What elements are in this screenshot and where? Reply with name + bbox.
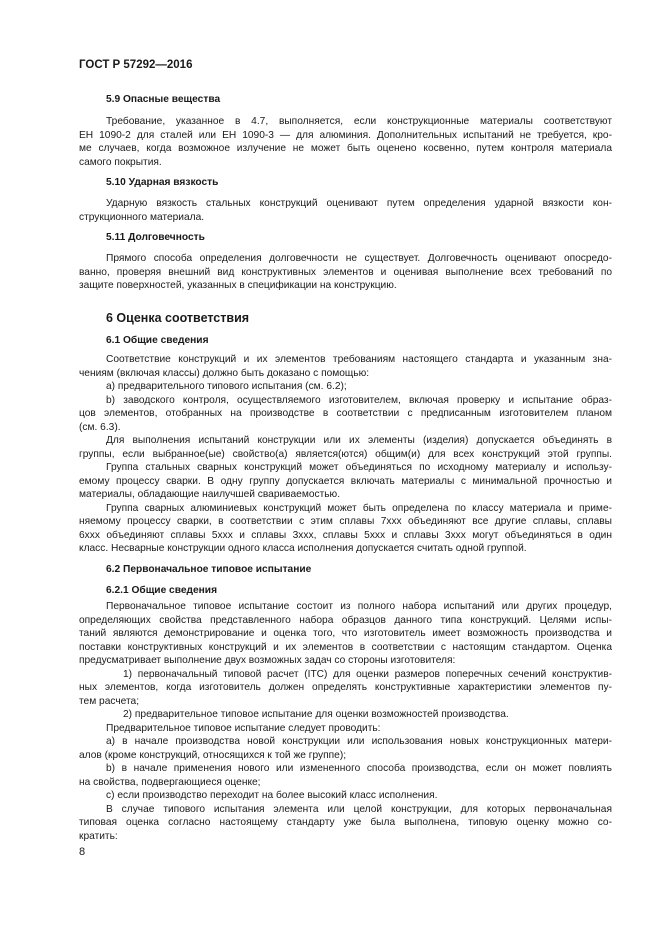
chapter-title: 6 Оценка соответствия	[106, 311, 250, 325]
section-5-11	[79, 231, 612, 245]
text-line: Соответствие конструкций и их элементов требованиям настоящего стандарта и указанным зна-	[106, 354, 612, 365]
section-title: 6.2 Первоначальное типовое испытание	[106, 564, 312, 575]
text-line: самого покрытия.	[79, 156, 162, 168]
section-title: 5.9 Опасные вещества	[106, 94, 221, 105]
page-number: 8	[79, 846, 86, 858]
section-6-2-1	[79, 584, 612, 598]
text-line: алов (кроме конструкций, относящихся к той же группе);	[79, 749, 347, 761]
text-line: предусматривает выполнение двух возможных задач со стороны изготовителя:	[79, 655, 456, 666]
text-line: цов элементов, отобранных на производстве в соответствии с предписанным изготовителем планом	[79, 408, 612, 419]
section-6-2-1-text	[79, 600, 612, 843]
list-item: b) заводского контроля, осуществляемого изготовителем, включая проверку и испытание образ-	[106, 394, 612, 406]
text-line: таний являются демонстрирование и оценка того, что изготовитель имеет возможность производства и	[79, 628, 612, 639]
section-title: 5.10 Ударная вязкость	[106, 177, 219, 188]
text-line: Прямого способа определения долговечности не существует. Долговечность оценивают опосредо-	[106, 253, 612, 264]
list-item: 2) предварительное типовое испытание для оценки возможностей производства.	[123, 709, 509, 720]
text-line: Первоначальное типовое испытание состоит из полного набора испытаний или других процедур,	[106, 601, 612, 612]
text-line: группы, если выбранное(ые) свойство(а) является(ются) общим(и) для всех конструкций этой группы.	[79, 448, 612, 460]
text-line: Требование, указанное в 4.7, выполняется, если конструкционные материалы соответствуют	[106, 116, 612, 127]
section-6-2	[79, 563, 612, 577]
text-line: кратить:	[79, 830, 118, 842]
text-line: Для выполнения испытаний конструкции или их элементы (изделия) допускается объединять в	[106, 435, 612, 446]
text-line: В случае типового испытания элемента или целой конструкции, для которых первоначальная	[106, 803, 612, 815]
text-line: материалы, обладающие наилучшей свариваемостью.	[79, 489, 341, 500]
text-line: типовая оценка согласно настоящему стандарту уже была выполнена, типовую оценку можно со-	[79, 817, 612, 828]
section-5-11-text	[79, 252, 612, 293]
text-line: ме случаев, когда возможное излучение не может быть оценено косвенно, путем контроля материала	[79, 143, 612, 154]
section-5-9-text	[79, 115, 612, 169]
section-6	[79, 311, 612, 326]
text-line: на свойства, подвергающиеся оценке;	[79, 776, 261, 788]
section-5-10	[79, 176, 612, 190]
section-6-1	[79, 334, 612, 348]
text-line: класс. Несварные конструкции одного класса исполнения допускается считать одной группой.	[79, 543, 527, 554]
text-line: тем расчета;	[79, 695, 140, 707]
text-line: ЕН 1090-2 для сталей или ЕН 1090-3 — для алюминия. Дополнительных испытаний не требуется, кро-	[79, 129, 612, 141]
text-line: 6ххх объединяют сплавы 5ххх и сплавы 3ххх, сплавы 5ххх и сплавы 3ххх могут объединяться в один	[79, 529, 612, 541]
text-line: няемому процессу сварки, в соответствии с этим сплавы 7ххх объединяют все другие сплавы, сплавы	[79, 516, 612, 527]
text-line: Ударную вязкость стальных конструкций оценивают путем определения ударной вязкости кон-	[106, 198, 612, 209]
text-line: (см. 6.3).	[79, 421, 121, 433]
text-line: поставки конструктивных конструкций и их элементов в соответствии с настоящим стандартом. Оценка	[79, 641, 612, 653]
section-title: 5.11 Долговечность	[106, 232, 205, 243]
list-item: a) в начале производства новой конструкции или использования новых конструкционных матери-	[106, 736, 612, 747]
list-item: c) если производство переходит на более высокий класс исполнения.	[106, 790, 438, 801]
section-5-10-text	[79, 197, 612, 224]
text-line: Группа стальных сварных конструкций может объединяться по исходному материалу и использу-	[106, 462, 612, 473]
document-header: ГОСТ Р 57292—2016	[79, 59, 193, 71]
text-line: чениям (включая классы) должно быть доказано с помощью:	[79, 367, 370, 379]
text-line: емому процессу сварки. В одну группу допускается включать материалы с минимальной прочностью и	[79, 475, 612, 487]
list-item: a) предварительного типового испытания (см. 6.2);	[106, 381, 347, 392]
text-line: Предварительное типовое испытание следует проводить:	[106, 722, 381, 734]
section-6-1-text	[79, 353, 612, 556]
text-line: определяющих свойства представленного набора образцов данного типа конструкций. Целями испы-	[79, 614, 612, 626]
text-line: струкционного материала.	[79, 211, 205, 223]
section-title: 6.2.1 Общие сведения	[106, 585, 218, 596]
list-item: b) в начале применения нового или измененного способа производства, если он может повлиять	[106, 763, 612, 774]
text-line: защите поверхностей, указанных в спецификации на конструкцию.	[79, 280, 397, 291]
text-line: ванно, проверяя внешний вид конструктивных элементов и оценивая выполнение всех требований по	[79, 266, 612, 278]
text-line: Группа сварных алюминиевых конструкций может быть определена по классу материала и приме-	[106, 502, 612, 514]
text-line: ных элементов, когда изготовитель должен определять конструктивные характеристики элементов пу-	[79, 682, 612, 693]
section-title: 6.1 Общие сведения	[106, 335, 209, 346]
section-5-9	[79, 93, 612, 107]
list-item: 1) первоначальный типовой расчет (ITC) для оценки размеров поперечных сечений конструктив-	[123, 668, 612, 680]
